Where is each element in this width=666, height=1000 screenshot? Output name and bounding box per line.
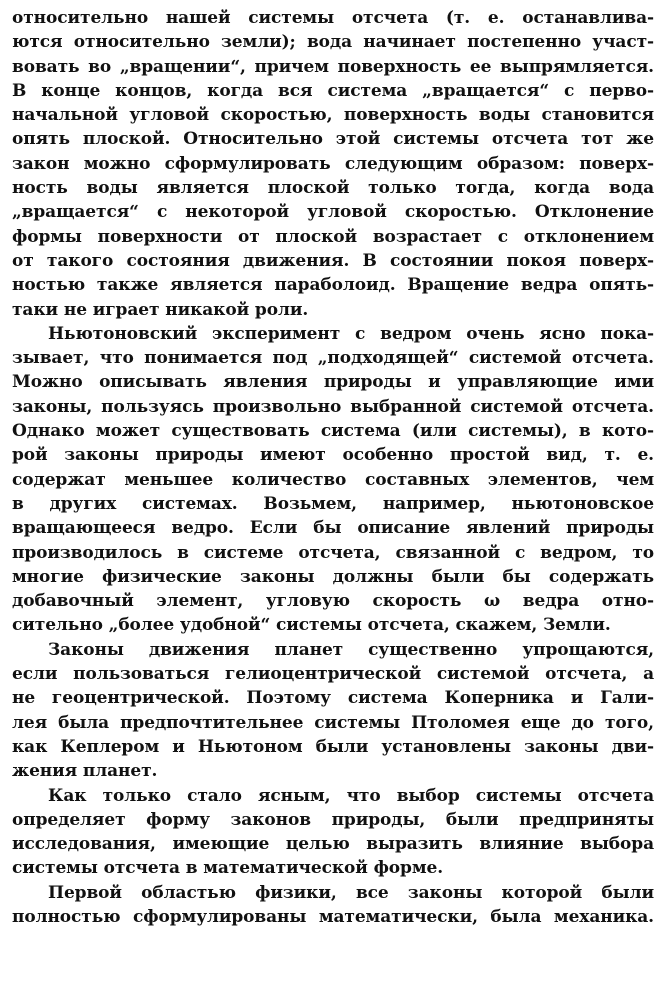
text-line: лея была предпочтительнее системы Птоломея еще до того, <box>12 712 654 733</box>
text-line: „вращается“ с некоторой угловой скоростью. Отклонение <box>12 202 654 223</box>
text-line: ются относительно земли); вода начинает постепенно участ- <box>12 32 654 53</box>
text-line: рой законы природы имеют особенно простой вид, т. е. <box>12 445 654 466</box>
text-line: Законы движения планет существенно упрощаются, <box>48 639 654 660</box>
document-page <box>12 6 654 929</box>
text-line: добавочный элемент, угловую скорость ω ведра отно- <box>12 591 654 612</box>
text-line: В конце концов, когда вся система „вращается“ с перво- <box>12 80 654 101</box>
text-line: не геоцентрической. Поэтому система Коперника и Гали- <box>12 688 654 709</box>
text-line: Однако может существовать система (или системы), в кото- <box>12 421 654 442</box>
text-line: формы поверхности от плоской возрастает с отклонением <box>12 226 654 247</box>
text-line: опять плоской. Относительно этой системы отсчета тот же <box>12 129 654 150</box>
text-line: Как только стало ясным, что выбор системы отсчета <box>48 785 654 806</box>
text-line: от такого состояния движения. В состоянии покоя поверх- <box>12 250 654 271</box>
text-line: в других системах. Возьмем, например, ньютоновское <box>12 493 654 514</box>
text-line: полностью сформулированы математически, была механика. <box>12 906 654 927</box>
text-line: жения планет. <box>12 761 158 782</box>
text-line: ность воды является плоской только тогда, когда вода <box>12 178 654 199</box>
text-line: как Кеплером и Ньютоном были установлены законы дви- <box>12 736 654 757</box>
text-line: содержат меньшее количество составных элементов, чем <box>12 469 654 490</box>
text-line: ностью также является параболоид. Вращение ведра опять- <box>12 275 654 296</box>
text-line: Ньютоновский эксперимент с ведром очень ясно пока- <box>48 323 654 344</box>
text-line: исследования, имеющие целью выразить влияние выбора <box>12 834 654 855</box>
text-line: Можно описывать явления природы и управляющие ими <box>12 372 654 393</box>
text-line: если пользоваться гелиоцентрической системой отсчета, а <box>12 664 654 685</box>
text-line: производилось в системе отсчета, связанной с ведром, то <box>12 542 654 563</box>
text-line: Первой областью физики, все законы которой были <box>48 882 654 903</box>
text-line: закон можно сформулировать следующим образом: поверх- <box>12 153 654 174</box>
text-line: законы, пользуясь произвольно выбранной системой отсчета. <box>12 396 654 417</box>
text-line: определяет форму законов природы, были предприняты <box>12 809 654 830</box>
text-line: относительно нашей системы отсчета (т. е. останавлива- <box>12 8 654 28</box>
text-line: начальной угловой скоростью, поверхность воды становится <box>12 105 654 126</box>
text-line: сительно „более удобной“ системы отсчета, скажем, Земли. <box>12 615 611 636</box>
text-line: вовать во „вращении“, причем поверхность ее выпрямляется. <box>12 56 654 77</box>
text-line: таки не играет никакой роли. <box>12 299 309 320</box>
text-line: системы отсчета в математической форме. <box>12 858 444 879</box>
text-line: зывает, что понимается под „подходящей“ системой отсчета. <box>12 348 654 369</box>
text-line: многие физические законы должны были бы содержать <box>12 566 654 587</box>
text-line: вращающееся ведро. Если бы описание явлений природы <box>12 518 654 539</box>
